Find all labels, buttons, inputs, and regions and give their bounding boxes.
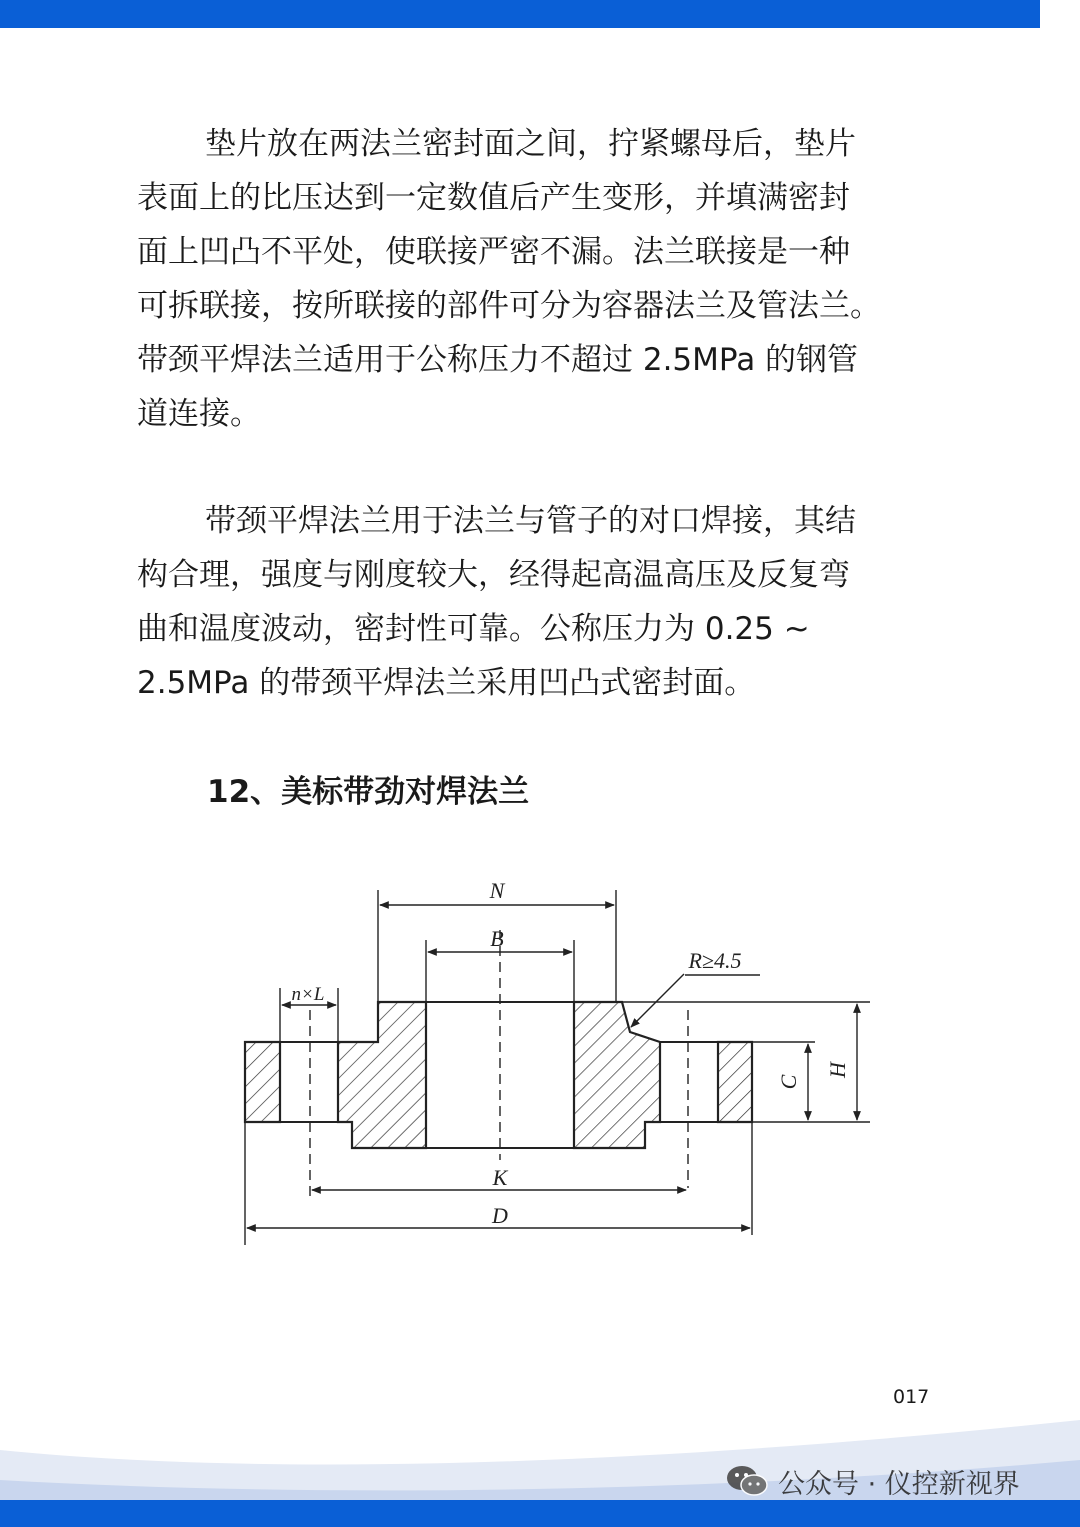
flange-diagram	[200, 860, 900, 1260]
paragraph-2-line-4: 2.5MPa 的带颈平焊法兰采用凹凸式密封面。	[137, 665, 756, 701]
wechat-icon	[726, 1464, 768, 1498]
watermark-text: 公众号 · 仪控新视界	[778, 1468, 1020, 1500]
paragraph-2-line-1: 带颈平焊法兰用于法兰与管子的对口焊接，其结	[205, 503, 856, 539]
paragraph-1	[137, 117, 943, 441]
page-number: 017	[893, 1386, 930, 1408]
top-accent-bar	[0, 0, 1040, 28]
label-H: H	[825, 1062, 850, 1078]
section-heading: 12、美标带劲对焊法兰	[207, 774, 530, 810]
label-D: D	[492, 1203, 508, 1228]
paragraph-1-line-2: 表面上的比压达到一定数值后产生变形，并填满密封	[137, 180, 850, 216]
paragraph-1-line-4: 可拆联接，按所联接的部件可分为容器法兰及管法兰。	[137, 288, 881, 324]
paragraph-1-line-5: 带颈平焊法兰适用于公称压力不超过 2.5MPa 的钢管	[137, 342, 859, 378]
flange-right-hub-section	[574, 1002, 660, 1148]
label-K: K	[492, 1165, 508, 1190]
label-N: N	[489, 878, 505, 903]
label-R: R≥4.5	[688, 948, 742, 973]
label-B: B	[490, 926, 504, 951]
watermark	[726, 1461, 1020, 1501]
label-nxL: n×L	[291, 984, 325, 1005]
leader-R	[631, 974, 684, 1027]
paragraph-1-line-6: 道连接。	[137, 396, 261, 432]
paragraph-2-line-2: 构合理，强度与刚度较大，经得起高温高压及反复弯	[137, 557, 850, 593]
paragraph-1-line-3: 面上凹凸不平处，使联接严密不漏。法兰联接是一种	[137, 234, 850, 270]
flange-left-outer-section	[245, 1042, 280, 1122]
paragraph-1-line-1: 垫片放在两法兰密封面之间，拧紧螺母后，垫片	[205, 126, 856, 162]
paragraph-2	[137, 494, 943, 710]
flange-left-hub-section	[338, 1002, 426, 1148]
paragraph-2-line-3: 曲和温度波动，密封性可靠。公称压力为 0.25 ~	[137, 611, 810, 647]
label-C: C	[776, 1074, 801, 1090]
flange-right-outer-section	[718, 1042, 752, 1122]
